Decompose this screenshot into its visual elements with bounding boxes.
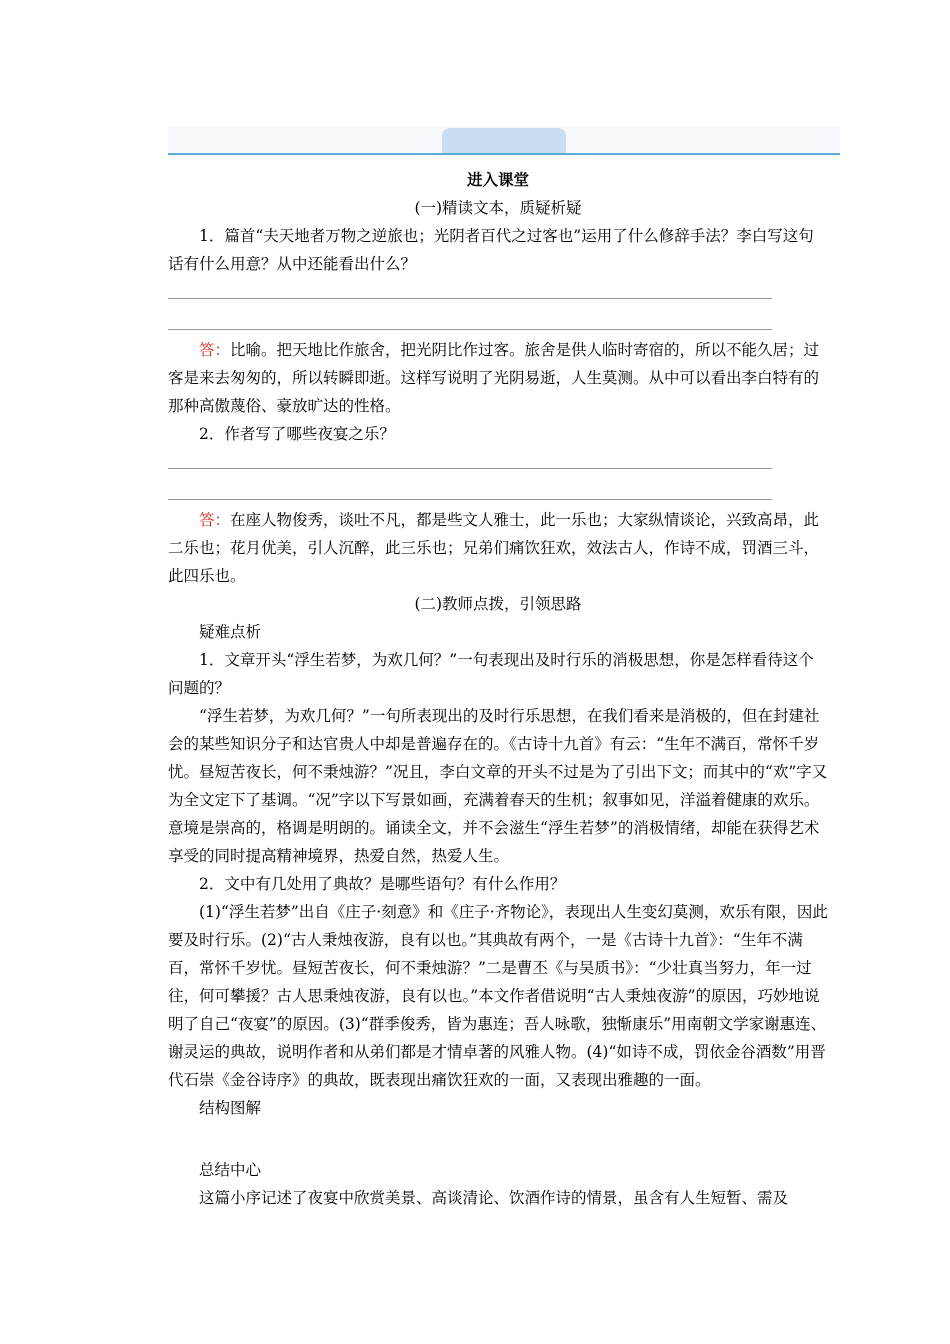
section-title: 进入课堂 <box>466 171 529 189</box>
part2-answer-2: (1)“浮生若梦”出自《庄子·刻意》和《庄子·齐物论》，表现出人生变幻莫测，欢乐有限，因此要及时行乐。(2)“古人秉烛夜游，良有以也。”其典故有两个，一是《古诗十九首》：“生年不满百，常怀千岁忧。昼短苦夜长，何不秉烛游？”二是曹丕《与吴质书》：“少壮真当努力，年一过往，何可攀援？古人思秉烛夜游，良有以也。”本文作者借说明“古人秉烛夜游”的原因，巧妙地说明了自己“夜宴”的原因。(3)“群季俊秀，皆为惠连；吾人咏歌，独惭康乐”用南朝文学家谢惠连、谢灵运的典故，说明作者和从弟们都是才情卓著的风雅人物。(4)“如诗不成，罚依金谷酒数”用晋代石崇《金谷诗序》的典故，既表现出痛饮狂欢的一面，又表现出雅趣的一面。 <box>168 903 828 1089</box>
answer-text: 比喻。把天地比作旅舍，把光阴比作过客。旅舍是供人临时寄宿的，所以不能久居；过客是来去匆匆的，所以转瞬即逝。这样写说明了光阴易逝，人生莫测。从中可以看出李白特有的那种高傲蔑俗、豪放旷达的性格。 <box>168 341 820 415</box>
part1-question-2: 2．作者写了哪些夜宴之乐？ <box>199 425 395 443</box>
answer-line <box>168 313 772 330</box>
answer-line <box>168 452 772 469</box>
part2-question-1: 1．文章开头“浮生若梦，为欢几何？”一句表现出及时行乐的消极思想，你是怎样看待这个问题的？ <box>168 651 814 697</box>
answer-label: 答： <box>199 511 231 529</box>
part1-question-1: 1．篇首“夫天地者万物之逆旅也；光阴者百代之过客也”运用了什么修辞手法？李白写这句话有什么用意？从中还能看出什么？ <box>168 227 814 273</box>
answer-label: 答： <box>199 341 231 359</box>
header-rule <box>168 153 840 155</box>
answer-lines-2 <box>168 448 828 506</box>
answer-lines-1 <box>168 278 828 336</box>
answer-line <box>168 483 772 500</box>
part1-answer-1 <box>168 336 828 420</box>
document-body <box>168 166 828 1212</box>
subheading-summary: 总结中心 <box>199 1161 262 1179</box>
part2-heading: (二)教师点拨，引领思路 <box>414 595 582 613</box>
subheading-difficult-points: 疑难点析 <box>199 623 262 641</box>
summary-text: 这篇小序记述了夜宴中欣赏美景、高谈清论、饮酒作诗的情景，虽含有人生短暂、需及 <box>199 1189 789 1207</box>
subheading-structure: 结构图解 <box>199 1099 262 1117</box>
answer-line <box>168 282 772 299</box>
header-tab <box>442 128 566 154</box>
part1-heading: (一)精读文本，质疑析疑 <box>414 199 582 217</box>
part1-answer-2 <box>168 506 828 590</box>
structure-diagram-placeholder <box>168 1122 828 1156</box>
part2-question-2: 2．文中有几处用了典故？是哪些语句？有什么作用？ <box>199 875 566 893</box>
answer-text: 在座人物俊秀，谈吐不凡，都是些文人雅士，此一乐也；大家纵情谈论，兴致高昂，此二乐也；花月优美，引人沉醉，此三乐也；兄弟们痛饮狂欢，效法古人，作诗不成，罚酒三斗，此四乐也。 <box>168 511 820 585</box>
part2-answer-1: “浮生若梦，为欢几何？”一句所表现出的及时行乐思想，在我们看来是消极的，但在封建社会的某些知识分子和达官贵人中却是普遍存在的。《古诗十九首》有云：“生年不满百，常怀千岁忧。昼短苦夜长，何不秉烛游？”况且，李白文章的开头不过是为了引出下文；而其中的“欢”字又为全文定下了基调。“况”字以下写景如画，充满着春天的生机；叙事如见，洋溢着健康的欢乐。意境是崇高的，格调是明朗的。诵读全文，并不会滋生“浮生若梦”的消极情绪，却能在获得艺术享受的同时提高精神境界，热爱自然，热爱人生。 <box>168 707 828 865</box>
